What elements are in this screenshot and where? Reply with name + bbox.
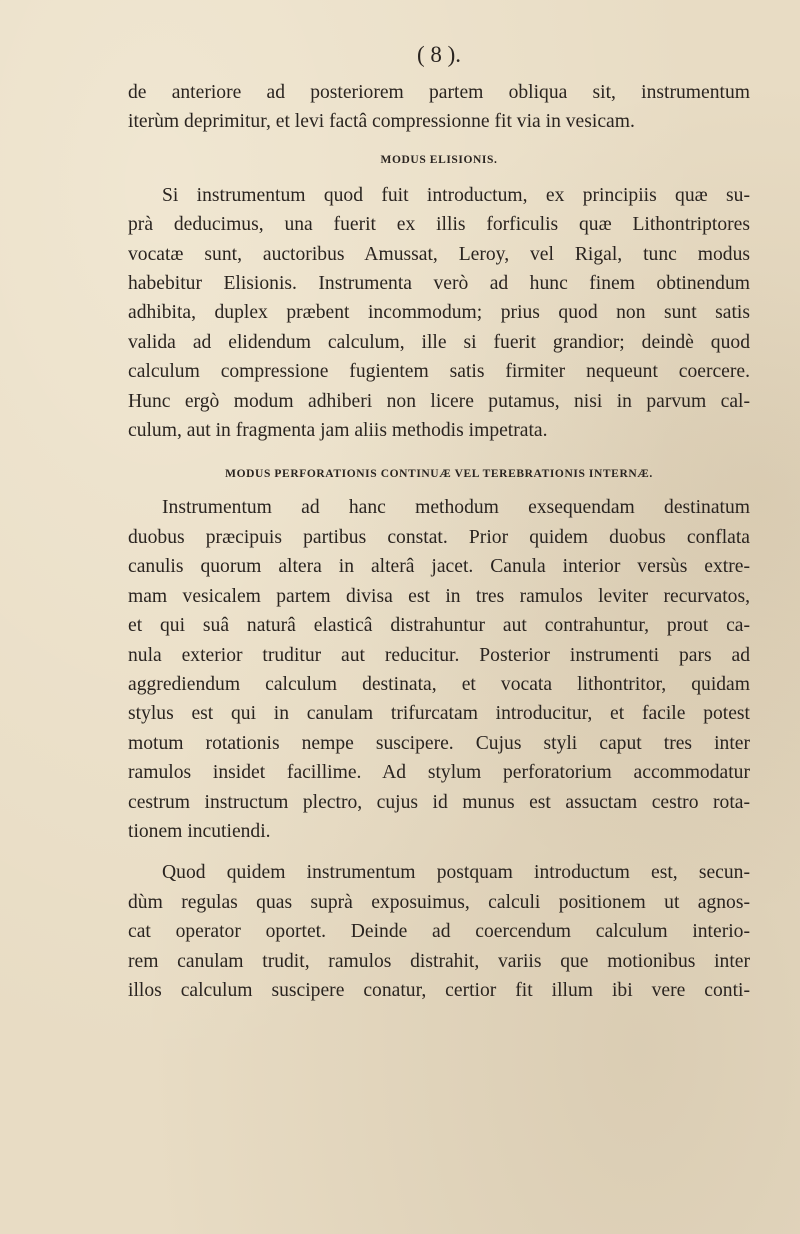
text-line: calculum compressione fugientem satis firmiter nequeunt coercere. (128, 361, 750, 383)
section-heading-elisionis: MODUS ELISIONIS. (380, 153, 498, 166)
paragraph-1 (128, 78, 750, 137)
text-line: valida ad elidendum calculum, ille si fuerit grandior; deindè quod (128, 331, 750, 353)
text-line: Quod quidem instrumentum postquam introductum est, secun- (162, 862, 750, 884)
text-line: cat operator oportet. Deinde ad coercendum calculum interio- (128, 921, 750, 943)
text-line: adhibita, duplex præbent incommodum; prius quod non sunt satis (128, 302, 750, 324)
paragraph-spacer (128, 846, 750, 858)
text-line: rem canulam trudit, ramulos distrahit, variis que motionibus inter (128, 950, 750, 972)
text-line: habebitur Elisionis. Instrumenta verò ad hunc finem obtinendum (128, 273, 750, 295)
text-line: cestrum instructum plectro, cujus id munus est assuctam cestro rota- (128, 791, 750, 813)
text-line: Hunc ergò modum adhiberi non licere putamus, nisi in parvum cal- (128, 390, 750, 412)
text-line: stylus est qui in canulam trifurcatam introducitur, et facile potest (128, 703, 750, 725)
paragraph-3 (128, 493, 750, 846)
paragraph-2 (128, 181, 750, 446)
text-line: vocatæ sunt, auctoribus Amussat, Leroy, vel Rigal, tunc modus (128, 243, 750, 265)
text-line: motum rotationis nempe suscipere. Cujus styli caput tres inter (128, 732, 750, 754)
text-line: tionem incutiendi. (128, 820, 271, 842)
text-line: canulis quorum altera in alterâ jacet. Canula interior versùs extre- (128, 556, 750, 578)
text-line: duobus præcipuis partibus constat. Prior quidem duobus conflata (128, 526, 750, 548)
book-page (128, 38, 750, 1005)
text-line: ramulos insidet facillime. Ad stylum perforatorium accommodatur (128, 762, 750, 784)
paragraph-4 (128, 858, 750, 1005)
text-line: Instrumentum ad hanc methodum exsequendam destinatum (162, 497, 750, 519)
text-line: prà deducimus, una fuerit ex illis forficulis quæ Lithontriptores (128, 214, 750, 236)
text-line: Si instrumentum quod fuit introductum, ex principiis quæ su- (162, 184, 750, 206)
text-line: nula exterior truditur aut reducitur. Posterior instrumenti pars ad (128, 644, 750, 666)
section-heading-perforationis: MODUS PERFORATIONIS CONTINUÆ VEL TEREBRATIONIS INTERNÆ. (225, 468, 653, 481)
text-line: culum, aut in fragmenta jam aliis methodis impetrata. (128, 420, 548, 442)
text-line: de anteriore ad posteriorem partem obliqua sit, instrumentum (128, 82, 750, 103)
page-number: ( 8 ). (416, 42, 462, 67)
text-line: aggrediendum calculum destinata, et vocata lithontritor, quidam (128, 673, 750, 695)
text-line: iterùm deprimitur, et levi factâ compressionne fit via in vesicam. (128, 111, 635, 133)
text-line: illos calculum suscipere conatur, certior fit illum ibi vere conti- (128, 979, 750, 1001)
text-line: dùm regulas quas suprà exposuimus, calculi positionem ut agnos- (128, 891, 750, 913)
text-line: et qui suâ naturâ elasticâ distrahuntur aut contrahuntur, prout ca- (128, 615, 750, 637)
text-line: mam vesicalem partem divisa est in tres ramulos leviter recurvatos, (128, 585, 750, 607)
